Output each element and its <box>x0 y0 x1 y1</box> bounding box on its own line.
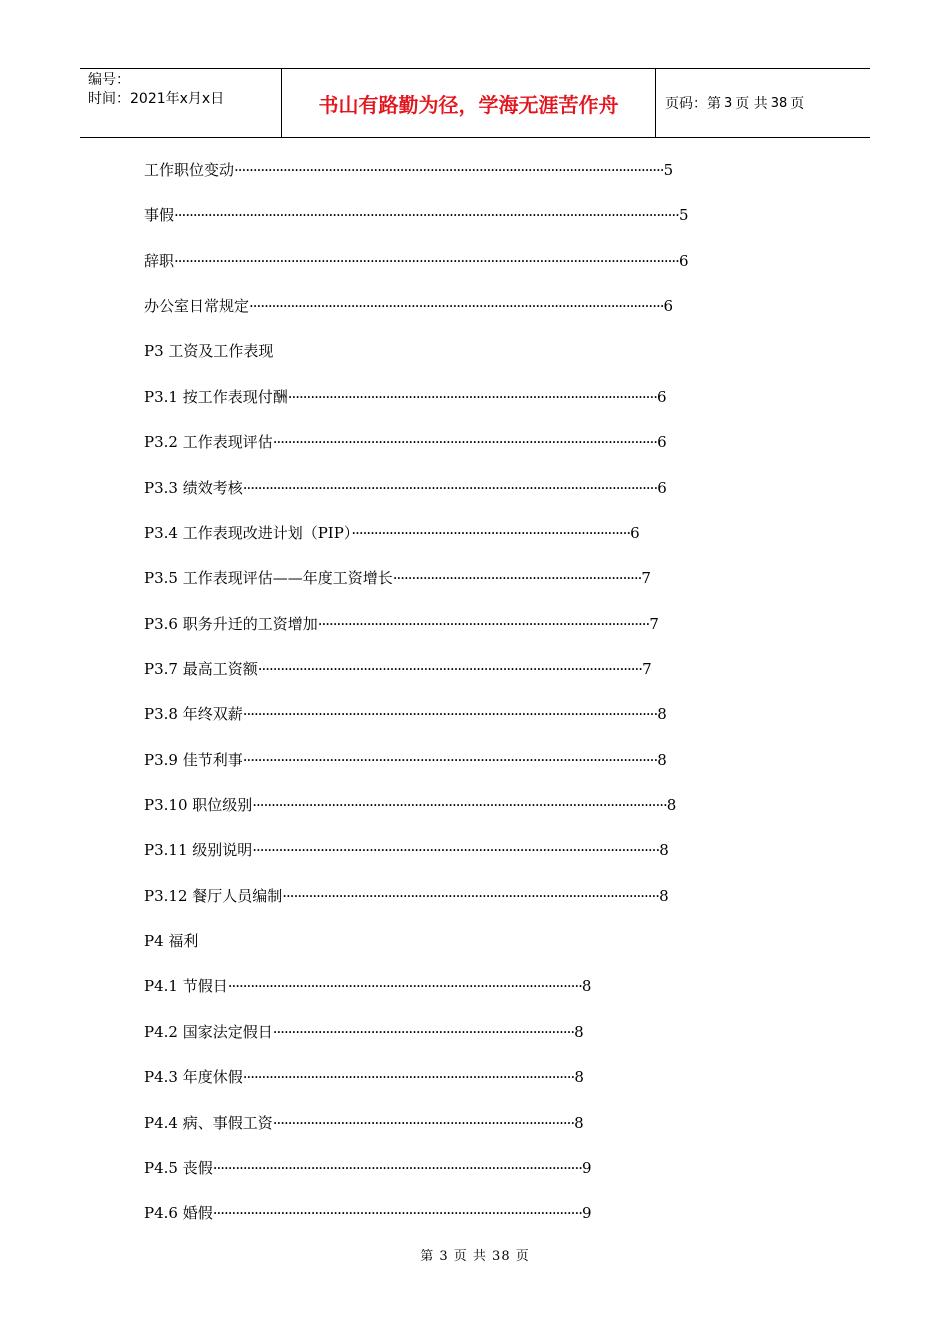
toc-entry[interactable] <box>144 919 704 964</box>
toc-entry-page: 8 <box>657 750 667 769</box>
toc-entry-page: 7 <box>642 659 652 678</box>
dot-leader: ·············································································································· <box>242 478 658 497</box>
toc-entry-title: P4.5 丧假 <box>144 1158 213 1177</box>
dot-leader: ·············································································································· <box>242 705 658 724</box>
toc-entry[interactable] <box>144 466 704 511</box>
toc-entry-title: P3.8 年终双薪 <box>144 705 243 724</box>
toc-entry[interactable] <box>144 1191 704 1236</box>
toc-entry-page: 6 <box>630 523 640 542</box>
toc-entry-page: 8 <box>659 886 669 905</box>
dot-leader: ························································································ <box>317 614 650 633</box>
toc-entry-page: 6 <box>657 433 667 452</box>
toc-entry-page: 8 <box>574 1113 584 1132</box>
dot-leader: ················································································ <box>272 1113 575 1132</box>
toc-entry-page: 7 <box>641 569 651 588</box>
toc-entry-title: P3.7 最高工资额 <box>144 659 258 678</box>
dot-leader: ·············································································································· <box>252 796 667 815</box>
dot-leader: ·································································································· <box>287 387 657 406</box>
dot-leader: ·············································································································· <box>242 750 658 769</box>
dot-leader: ······························································································ <box>227 977 582 996</box>
toc-entry-page: 8 <box>657 705 667 724</box>
toc-entry-page: 8 <box>581 977 592 996</box>
toc-entry-page: 6 <box>657 478 667 497</box>
table-of-contents <box>144 148 704 1237</box>
time-label: 时间：2021年x月x日 <box>88 91 225 107</box>
number-label: 编号： <box>88 72 130 88</box>
toc-entry-title: P4.6 婚假 <box>144 1204 213 1223</box>
toc-entry-title: 事假 <box>144 206 175 225</box>
toc-entry-page: 8 <box>574 1022 584 1041</box>
toc-entry-page: 8 <box>659 841 669 860</box>
toc-entry[interactable] <box>144 375 704 420</box>
dot-leader: ······································································································ <box>272 433 658 452</box>
toc-entry-title: 辞职 <box>144 251 175 270</box>
header-meta <box>80 69 288 139</box>
toc-entry-page: 7 <box>649 614 659 633</box>
toc-entry-page: 6 <box>657 387 667 406</box>
toc-entry-page: 6 <box>663 297 674 316</box>
dot-leader: ························································································ <box>242 1068 575 1087</box>
toc-entry[interactable] <box>144 647 704 692</box>
toc-entry-title: P4 福利 <box>144 932 199 951</box>
toc-entry[interactable] <box>144 738 704 783</box>
dot-leader: ·················································································································· <box>234 161 664 179</box>
toc-entry-page: 5 <box>663 161 674 179</box>
toc-entry[interactable] <box>144 284 704 329</box>
dot-leader: ·································································································· <box>212 1158 582 1177</box>
dot-leader: ·································································· <box>392 569 642 588</box>
toc-entry-title: P4.1 节假日 <box>144 977 228 996</box>
toc-entry[interactable] <box>144 1146 704 1191</box>
header-motto <box>281 69 656 137</box>
toc-entry[interactable] <box>144 1101 704 1146</box>
dot-leader: ······································································································································ <box>174 251 679 270</box>
toc-entry[interactable] <box>144 1055 704 1100</box>
toc-entry-title: P3.9 佳节利事 <box>144 750 243 769</box>
toc-entry-title: P3.11 级别说明 <box>144 841 253 860</box>
toc-entry[interactable] <box>144 148 704 193</box>
toc-entry[interactable] <box>144 556 704 601</box>
dot-leader: ············································································································ <box>252 841 660 860</box>
toc-entry[interactable] <box>144 329 704 374</box>
toc-entry-title: P4.4 病、事假工资 <box>144 1113 273 1132</box>
dot-leader: ·········································································· <box>351 523 631 542</box>
page-mid: 页 共 <box>735 96 768 112</box>
toc-entry-title: 工作职位变动 <box>144 161 235 179</box>
toc-entry-title: P3.3 绩效考核 <box>144 478 243 497</box>
toc-entry[interactable] <box>144 511 704 556</box>
dot-leader: ················································································ <box>272 1022 575 1041</box>
dot-leader: ·············································································································· <box>249 297 664 316</box>
page-prefix: 页码：第 <box>665 96 721 112</box>
toc-entry[interactable] <box>144 602 704 647</box>
toc-entry[interactable] <box>144 783 704 828</box>
dot-leader: ······································································································································ <box>174 206 679 225</box>
toc-entry[interactable] <box>144 1010 704 1055</box>
toc-entry-page: 8 <box>666 796 677 815</box>
toc-entry-title: P4.3 年度休假 <box>144 1068 243 1087</box>
toc-entry-page: 9 <box>582 1158 592 1177</box>
toc-entry[interactable] <box>144 239 704 284</box>
toc-entry-title: P3.2 工作表现评估 <box>144 433 273 452</box>
page-header <box>80 68 870 138</box>
dot-leader: ·································································································· <box>212 1204 582 1223</box>
toc-entry-title: P3.1 按工作表现付酬 <box>144 387 288 406</box>
toc-entry-title: 办公室日常规定 <box>144 297 250 316</box>
toc-entry-title: P3.6 职务升迁的工资增加 <box>144 614 318 633</box>
toc-entry-page: 8 <box>574 1068 584 1087</box>
toc-entry[interactable] <box>144 964 704 1009</box>
header-page-info <box>655 69 880 137</box>
dot-leader: ······································································································ <box>257 659 643 678</box>
toc-entry[interactable] <box>144 874 704 919</box>
toc-entry-page: 9 <box>582 1204 592 1223</box>
dot-leader: ···································································································· <box>282 886 660 905</box>
page-number: 3 <box>724 95 733 111</box>
toc-entry[interactable] <box>144 692 704 737</box>
motto-text: 书山有路勤为径，学海无涯苦作舟 <box>318 92 619 117</box>
toc-entry-title: P3.5 工作表现评估——年度工资增长 <box>144 569 393 588</box>
toc-entry-page: 5 <box>678 206 689 225</box>
toc-entry-title: P3 工资及工作表现 <box>144 342 274 361</box>
toc-entry-title: P3.4 工作表现改进计划（PIP） <box>144 523 352 542</box>
toc-entry-title: P4.2 国家法定假日 <box>144 1022 273 1041</box>
page-suffix: 页 <box>790 96 805 112</box>
toc-entry-title: P3.10 职位级别 <box>144 796 253 815</box>
page-footer: 第 3 页 共 38 页 <box>420 1249 530 1264</box>
page-total: 38 <box>770 95 788 111</box>
toc-entry-title: P3.12 餐厅人员编制 <box>144 886 283 905</box>
toc-entry[interactable] <box>144 828 704 873</box>
toc-entry[interactable] <box>144 193 704 238</box>
toc-entry[interactable] <box>144 420 704 465</box>
toc-entry-page: 6 <box>678 251 689 270</box>
